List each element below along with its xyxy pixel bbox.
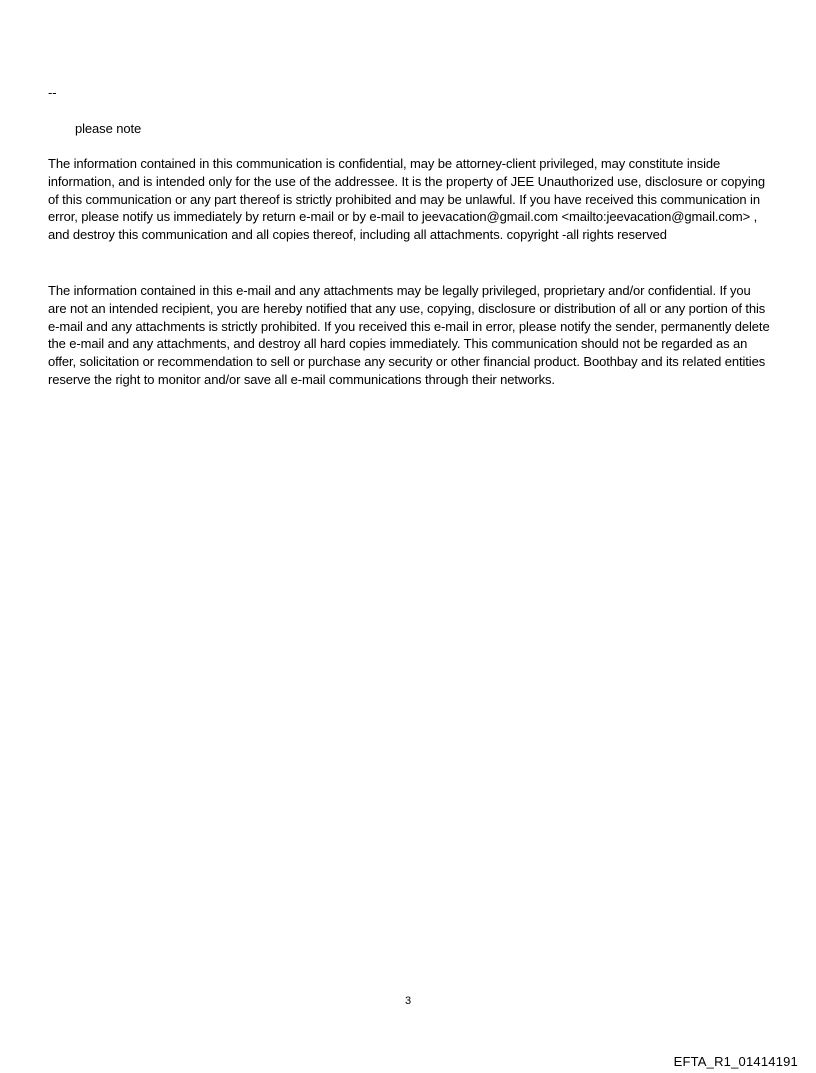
bates-number: EFTA_R1_01414191: [673, 1054, 798, 1069]
note-label: please note: [75, 121, 142, 136]
confidentiality-disclaimer: The information contained in this communication is confidential, may be attorney-client privileged, may constitute inside information, and is intended only for the use of the addressee. It is the property of JEE Unauthorized use, disclosure or copying of this communication or any part thereof is strictly prohibited and may be unlawful. If you have received this communication in error, please notify us immediately by return e-mail or by e-mail to jeevacation@gmail.com <mailto:jeevacation@gmail.com> , and destroy this communication and all copies thereof, including all attachments. copyright -all rights reserved: [48, 156, 765, 243]
page-number: 3: [404, 995, 412, 1007]
legal-disclaimer: The information contained in this e-mail and any attachments may be legally privileged, proprietary and/or confidential. If you are not an intended recipient, you are hereby notified that any use, copying, disclosure or distribution of all or any portion of this e-mail and any attachments is strictly prohibited. If you received this e-mail in error, please notify the sender, permanently delete the e-mail and any attachments, and destroy all hard copies immediately. This communication should not be regarded as an offer, solicitation or recommendation to sell or purchase any security or other financial product. Boothbay and its related entities reserve the right to monitor and/or save all e-mail communications through their networks.: [48, 283, 770, 387]
signature-separator: --: [48, 85, 57, 100]
